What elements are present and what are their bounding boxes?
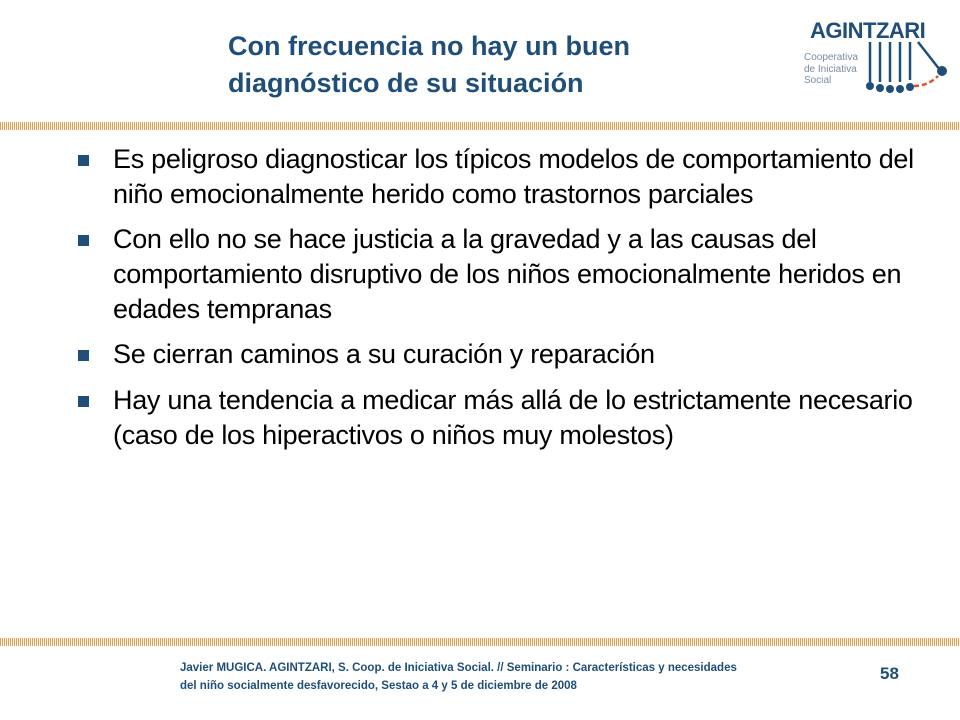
footer-credit-line-2: del niño socialmente desfavorecido, Sestao a 4 y 5 de diciembre de 2008 <box>180 679 577 692</box>
footer-credit <box>180 660 840 696</box>
bottom-divider <box>0 638 960 646</box>
bullet-item <box>78 142 918 212</box>
logo-name: AGINTZARI <box>810 18 926 43</box>
bullet-text: Se cierran caminos a su curación y reparación <box>113 339 655 370</box>
agintzari-logo <box>800 14 960 102</box>
logo-subtitle-line-1: Cooperativa <box>804 52 858 63</box>
slide-title <box>228 28 788 103</box>
bullet-text: Con ello no se hace justicia a la gravedad y a las causas del comportamiento disruptivo de los niños emocionalmente heridos en edades tempranas <box>113 224 902 325</box>
logo-subtitle-line-2: de Iniciativa <box>804 63 857 75</box>
top-divider <box>0 122 960 130</box>
bullet-item <box>78 337 918 372</box>
slide-title-line-1: Con frecuencia no hay un buen <box>228 31 631 61</box>
square-bullet-icon <box>78 396 89 407</box>
footer-credit-line-1: Javier MUGICA. AGINTZARI, S. Coop. de Iniciativa Social. // Seminario : Características y necesidades <box>180 662 737 674</box>
page-number: 58 <box>880 664 899 683</box>
bullet-item <box>78 222 918 327</box>
slide-title-line-2: diagnóstico de su situación <box>228 68 584 99</box>
square-bullet-icon <box>78 155 89 166</box>
logo-subtitle-line-3: Social <box>804 75 832 86</box>
bullet-item <box>78 383 918 453</box>
agintzari-mark-icon <box>860 40 956 100</box>
square-bullet-icon <box>78 350 89 361</box>
bullet-list <box>78 142 918 463</box>
logo-subtitle <box>804 52 860 87</box>
square-bullet-icon <box>78 235 89 246</box>
bullet-text: Es peligroso diagnosticar los típicos modelos de comportamiento del niño emocionalmente herido como trastornos parciales <box>113 144 914 210</box>
bullet-text: Hay una tendencia a medicar más allá de lo estrictamente necesario (caso de los hiperactivos o niños muy molestos) <box>113 384 913 450</box>
